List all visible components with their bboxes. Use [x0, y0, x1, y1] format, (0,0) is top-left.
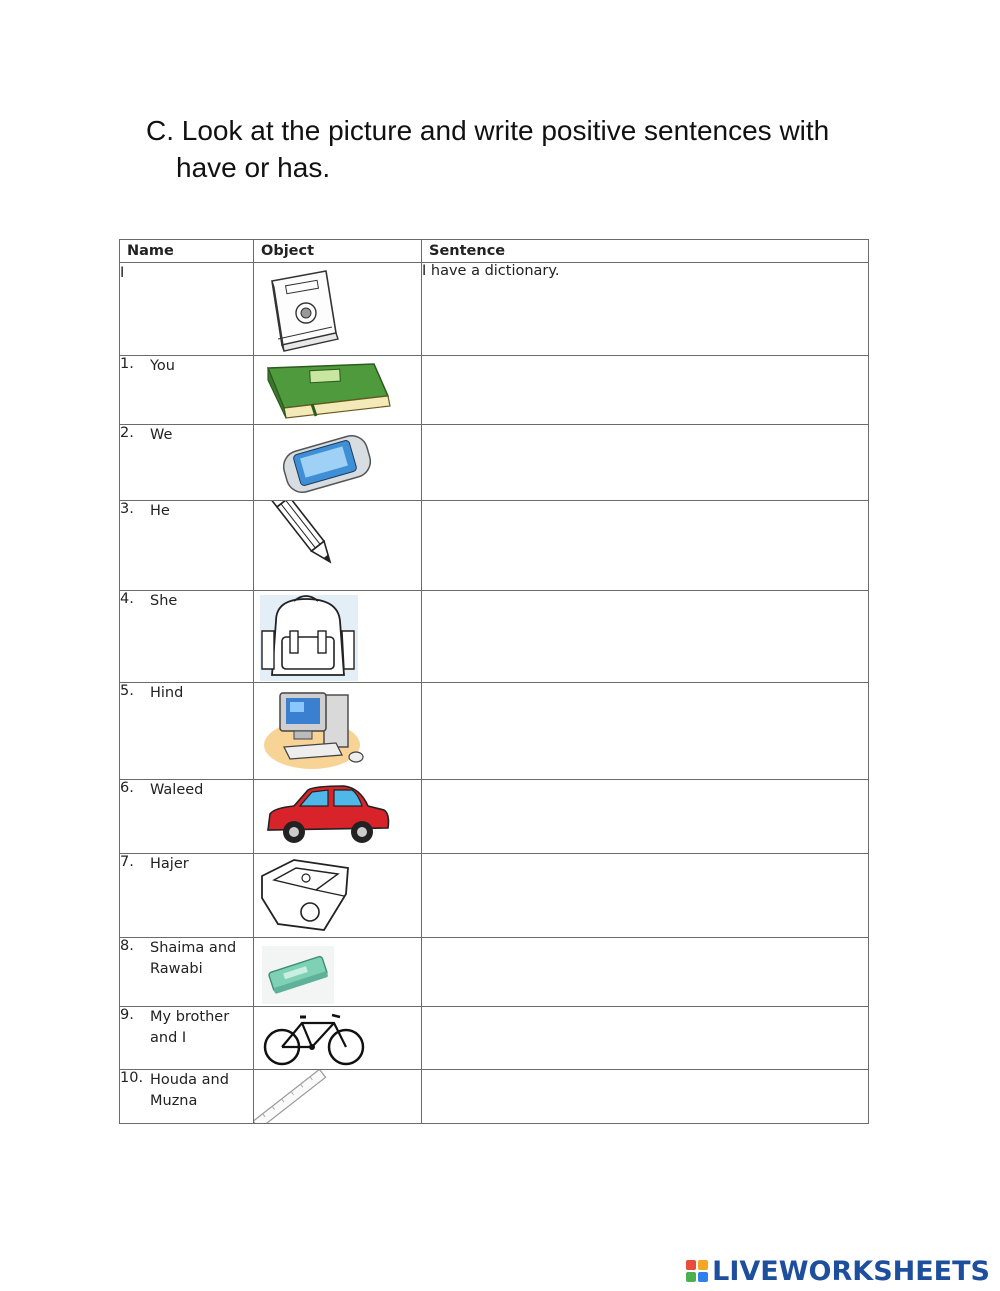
- instruction-line-1: C. Look at the picture and write positive sentences with: [146, 115, 830, 146]
- logo-mark-icon: [686, 1260, 708, 1282]
- name-cell: [120, 356, 254, 425]
- row-number: 4.: [120, 591, 134, 607]
- name-label: You: [150, 358, 175, 374]
- computer-icon: [254, 683, 420, 779]
- sentence-cell: [422, 263, 869, 356]
- instruction-text: [146, 112, 882, 186]
- table-row: [120, 938, 869, 1007]
- row-number: 7.: [120, 854, 134, 870]
- sentence-input[interactable]: [422, 356, 868, 376]
- table-header-row: [120, 240, 869, 263]
- sentence-input[interactable]: [422, 425, 868, 445]
- header-sentence: Sentence: [422, 240, 869, 263]
- header-object: Object: [254, 240, 422, 263]
- eraser-icon: [254, 938, 420, 1006]
- object-cell: [254, 501, 422, 591]
- worksheet-table: [119, 239, 869, 1124]
- bicycle-icon: [254, 1007, 420, 1069]
- object-cell: [254, 683, 422, 780]
- row-number: 10.: [120, 1070, 144, 1086]
- sentence-input[interactable]: [422, 683, 868, 703]
- car-icon: [254, 780, 420, 853]
- name-cell: [120, 263, 254, 356]
- row-number: 2.: [120, 425, 134, 441]
- row-number: 6.: [120, 780, 134, 796]
- row-number: 8.: [120, 938, 134, 954]
- object-cell: [254, 854, 422, 938]
- row-number: 5.: [120, 683, 134, 699]
- sentence-input[interactable]: [422, 1007, 868, 1027]
- table-row: [120, 591, 869, 683]
- row-number: 9.: [120, 1007, 134, 1023]
- book-icon: [254, 356, 420, 424]
- row-number: 3.: [120, 501, 134, 517]
- backpack-icon: [254, 591, 420, 682]
- pencil-icon: [254, 501, 420, 590]
- table-row: [120, 1007, 869, 1070]
- name-cell: [120, 780, 254, 854]
- table-row: [120, 356, 869, 425]
- name-cell: [120, 1070, 254, 1124]
- name-label: My brother and I: [150, 1009, 230, 1046]
- sentence-cell: [422, 938, 869, 1007]
- name-cell: [120, 591, 254, 683]
- name-label: Hajer: [150, 856, 189, 872]
- name-cell: [120, 854, 254, 938]
- object-cell: [254, 1007, 422, 1070]
- table-row: [120, 425, 869, 501]
- sentence-cell: [422, 501, 869, 591]
- name-label: I: [120, 265, 125, 281]
- sentence-cell: [422, 683, 869, 780]
- table-row: [120, 263, 869, 356]
- logo-text: LIVEWORKSHEETS: [712, 1255, 990, 1287]
- instruction-line-2: have or has.: [176, 152, 331, 183]
- name-label: Waleed: [150, 782, 204, 798]
- sentence-cell: [422, 780, 869, 854]
- name-label: Hind: [150, 685, 184, 701]
- name-cell: [120, 501, 254, 591]
- row-number: 1.: [120, 356, 134, 372]
- sentence-cell: [422, 425, 869, 501]
- object-cell: [254, 263, 422, 356]
- name-cell: [120, 938, 254, 1007]
- name-label: He: [150, 503, 170, 519]
- object-cell: [254, 780, 422, 854]
- sharpener-icon: [254, 854, 420, 937]
- sentence-input[interactable]: [422, 501, 868, 521]
- table-row: [120, 501, 869, 591]
- object-cell: [254, 938, 422, 1007]
- name-cell: [120, 683, 254, 780]
- name-cell: [120, 1007, 254, 1070]
- name-cell: [120, 425, 254, 501]
- table-row: [120, 854, 869, 938]
- sentence-example: I have a dictionary.: [422, 263, 560, 279]
- sentence-cell: [422, 356, 869, 425]
- table-row: [120, 683, 869, 780]
- sentence-cell: [422, 1070, 869, 1124]
- sentence-input[interactable]: [422, 591, 868, 611]
- sentence-input[interactable]: [422, 1070, 868, 1090]
- object-cell: [254, 591, 422, 683]
- table-row: [120, 780, 869, 854]
- name-label: She: [150, 593, 178, 609]
- sentence-cell: [422, 854, 869, 938]
- ruler-icon: [254, 1070, 420, 1123]
- sentence-input[interactable]: [422, 780, 868, 800]
- sentence-cell: [422, 591, 869, 683]
- name-label: We: [150, 427, 173, 443]
- table-row: [120, 1070, 869, 1124]
- sentence-input[interactable]: [422, 938, 868, 958]
- object-cell: [254, 356, 422, 425]
- object-cell: [254, 425, 422, 501]
- sentence-input[interactable]: [422, 854, 868, 874]
- object-cell: [254, 1070, 422, 1124]
- sentence-cell: [422, 1007, 869, 1070]
- header-name: Name: [120, 240, 254, 263]
- mobile-phone-icon: [254, 425, 420, 500]
- name-label: Shaima and Rawabi: [150, 940, 237, 977]
- dictionary-icon: [254, 263, 420, 355]
- name-label: Houda and Muzna: [150, 1072, 229, 1109]
- liveworksheets-logo: [686, 1256, 990, 1286]
